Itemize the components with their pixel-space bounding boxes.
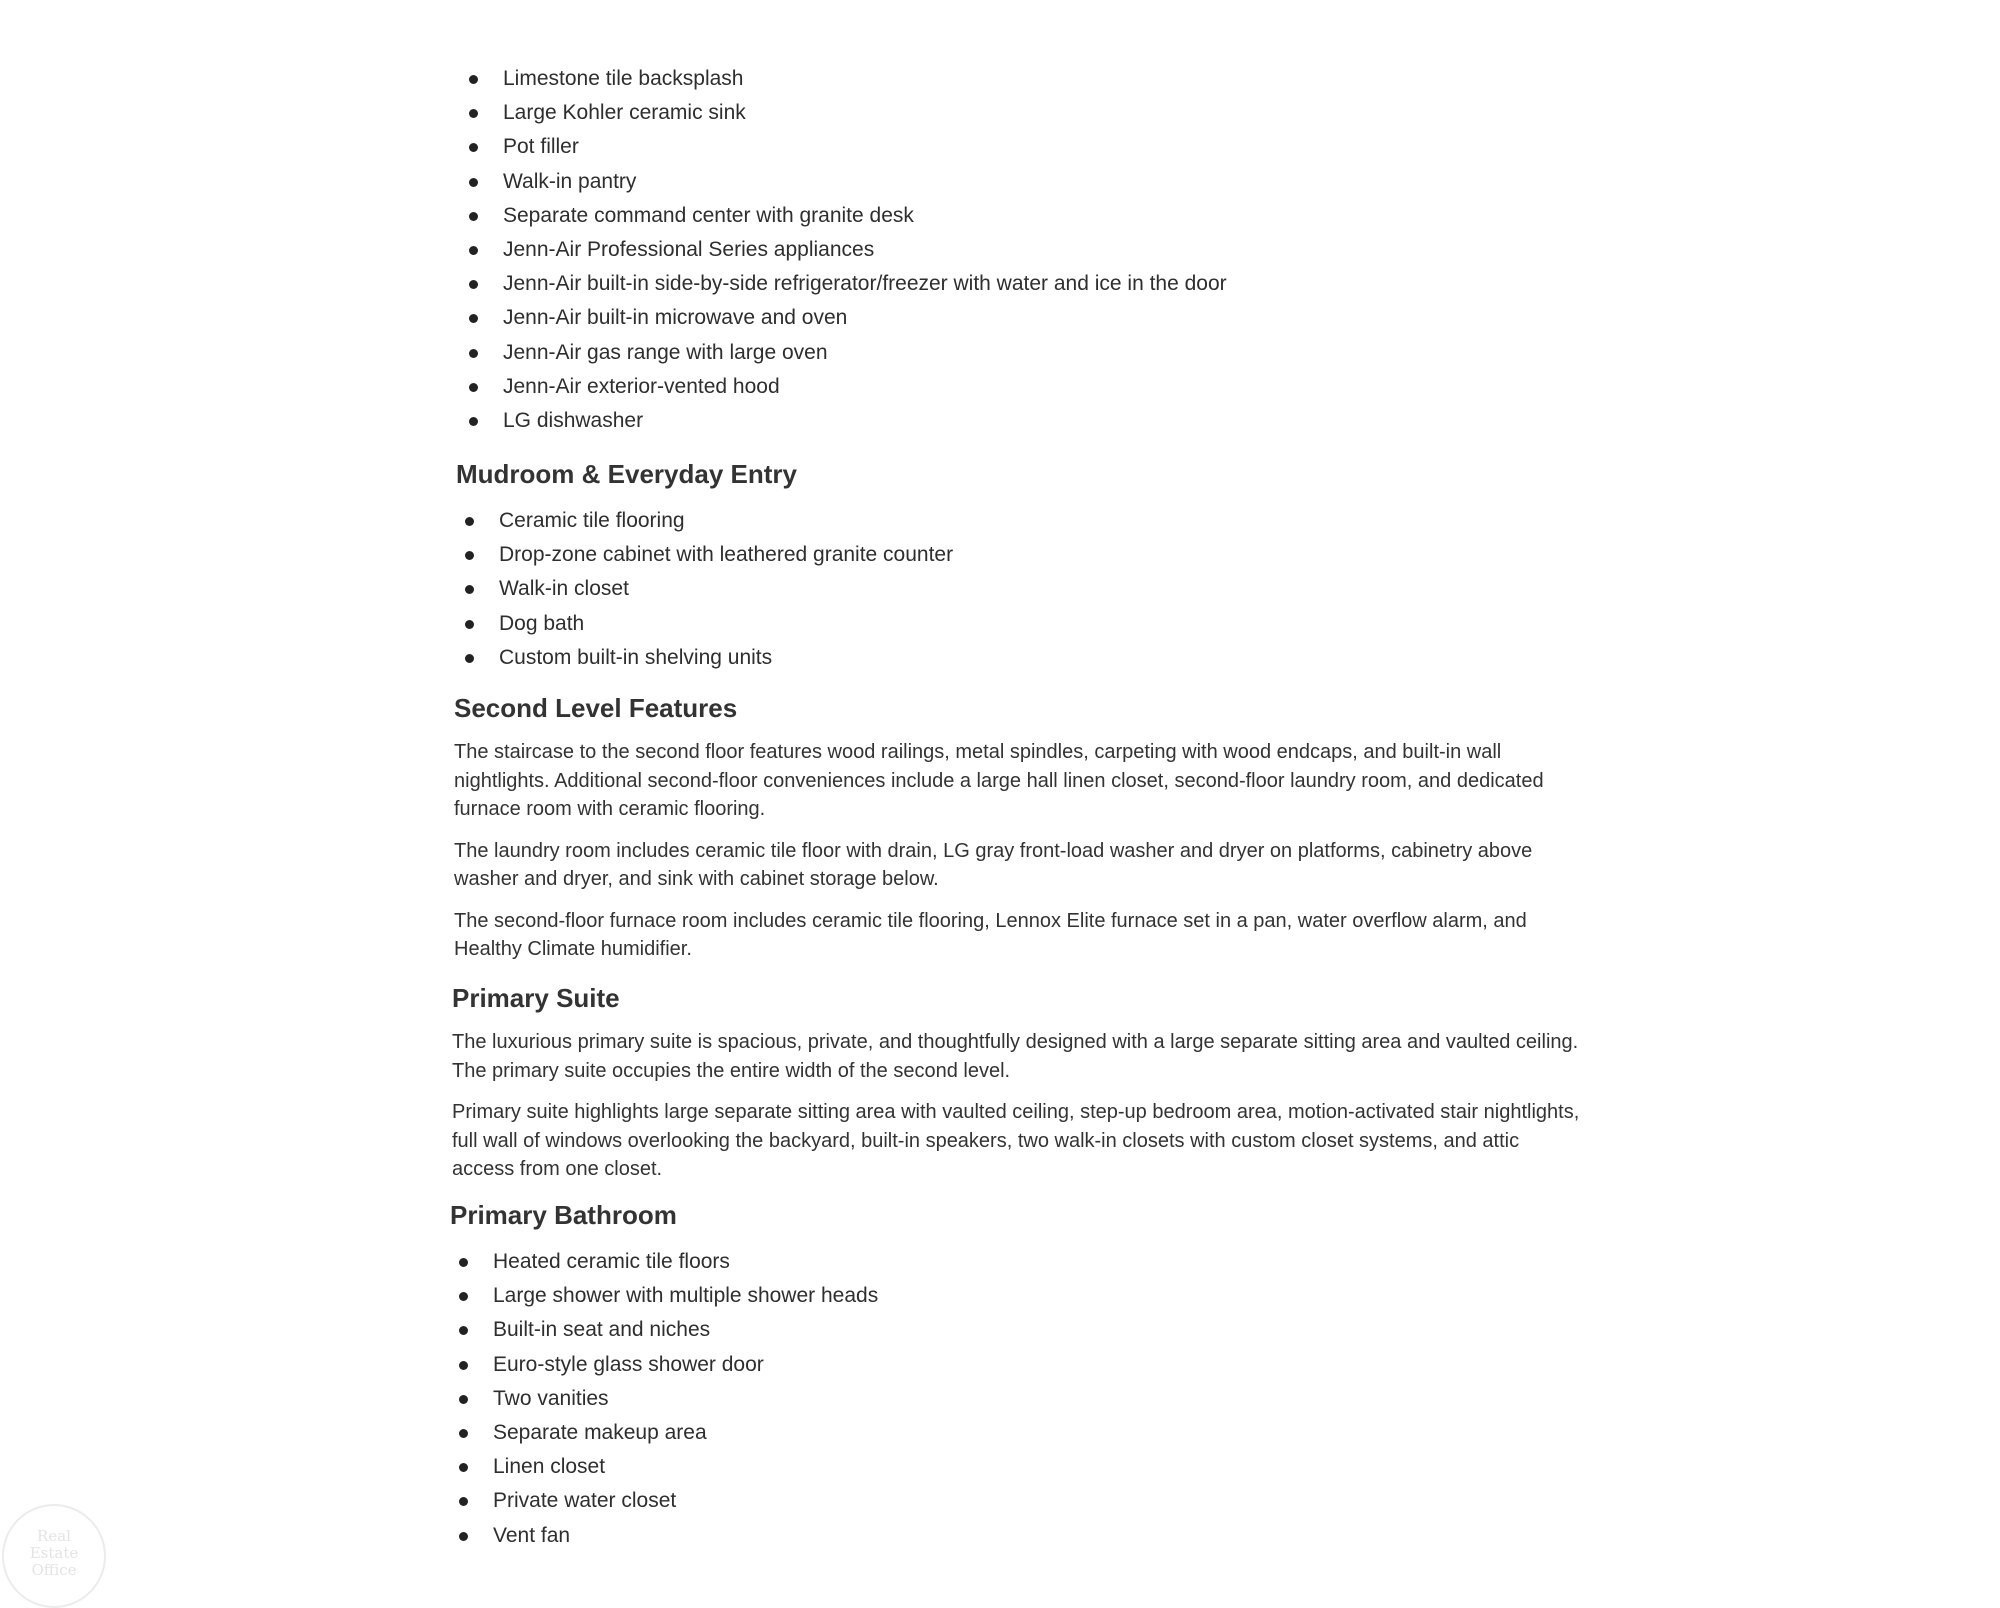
section-heading: Mudroom & Everyday Entry: [456, 459, 797, 489]
watermark-logo: [2, 1504, 106, 1608]
bullet-icon: [469, 314, 478, 323]
bullet-icon: [469, 212, 478, 221]
bullet-icon: [459, 1258, 468, 1267]
list-item: Jenn-Air built-in microwave and oven: [460, 301, 1580, 335]
bullet-icon: [459, 1429, 468, 1438]
list-item: Linen closet: [450, 1450, 1578, 1484]
list-item: Separate command center with granite desk: [460, 199, 1580, 233]
list-item: Pot filler: [460, 130, 1580, 164]
mudroom-feature-list: [456, 504, 1580, 675]
list-item: Separate makeup area: [450, 1416, 1578, 1450]
list-item: Euro-style glass shower door: [450, 1348, 1578, 1382]
paragraph: Primary suite highlights large separate sitting area with vaulted ceiling, step-up bedroom area, motion-activated stair nightlights, full wall of windows overlooking the backyard, built-in speakers, two walk-in closets with custom closet systems, and attic access from one closet.: [452, 1101, 1580, 1180]
list-item: Limestone tile backsplash: [460, 62, 1580, 96]
second-level-section: [454, 692, 1582, 964]
paragraph: The second-floor furnace room includes ceramic tile flooring, Lennox Elite furnace set in a pan, water overflow alarm, and Healthy Climate humidifier.: [454, 909, 1527, 960]
bullet-icon: [465, 551, 474, 560]
bullet-icon: [459, 1532, 468, 1541]
list-item: Jenn-Air exterior-vented hood: [460, 370, 1580, 404]
bullet-icon: [465, 585, 474, 594]
list-item: Vent fan: [450, 1519, 1578, 1553]
section-heading: Primary Bathroom: [450, 1200, 677, 1230]
paragraph: The staircase to the second floor features wood railings, metal spindles, carpeting with wood endcaps, and built-in wall nightlights. Additional second-floor conveniences include a large hall linen closet, second-floor laundry room, and dedicated furnace room with ceramic flooring.: [454, 741, 1544, 820]
paragraph: The laundry room includes ceramic tile floor with drain, LG gray front-load washer and dryer on platforms, cabinetry above washer and dryer, and sink with cabinet storage below.: [454, 839, 1533, 890]
bullet-icon: [469, 280, 478, 289]
list-item: Large Kohler ceramic sink: [460, 96, 1580, 130]
bullet-icon: [465, 517, 474, 526]
bullet-icon: [469, 383, 478, 392]
mudroom-section: [456, 458, 1580, 675]
bullet-icon: [465, 620, 474, 629]
bullet-icon: [469, 417, 478, 426]
list-item: Private water closet: [450, 1484, 1578, 1518]
list-item: Built-in seat and niches: [450, 1313, 1578, 1347]
list-item: Walk-in pantry: [460, 165, 1580, 199]
section-heading: Second Level Features: [454, 693, 738, 723]
bullet-icon: [469, 246, 478, 255]
bullet-icon: [469, 75, 478, 84]
bathroom-feature-list: [450, 1245, 1578, 1553]
list-item: Walk-in closet: [456, 572, 1580, 606]
list-item: LG dishwasher: [460, 404, 1580, 438]
bullet-icon: [469, 143, 478, 152]
bullet-icon: [469, 349, 478, 358]
list-item: Jenn-Air built-in side-by-side refrigerator/freezer with water and ice in the door: [460, 267, 1580, 301]
list-item: Drop-zone cabinet with leathered granite counter: [456, 538, 1580, 572]
section-heading: Primary Suite: [452, 983, 620, 1013]
list-item: Jenn-Air Professional Series appliances: [460, 233, 1580, 267]
list-item: Custom built-in shelving units: [456, 641, 1580, 675]
list-item: Two vanities: [450, 1382, 1578, 1416]
watermark-text: Real: [37, 1527, 71, 1545]
bullet-icon: [459, 1395, 468, 1404]
bullet-icon: [459, 1463, 468, 1472]
list-item: Dog bath: [456, 607, 1580, 641]
paragraph: The luxurious primary suite is spacious, private, and thoughtfully designed with a large separate sitting area and vaulted ceiling. The primary suite occupies the entire width of the second level.: [452, 1031, 1579, 1082]
bullet-icon: [459, 1292, 468, 1301]
list-item: Heated ceramic tile floors: [450, 1245, 1578, 1279]
bullet-icon: [465, 654, 474, 663]
bullet-icon: [469, 178, 478, 187]
list-item: Jenn-Air gas range with large oven: [460, 336, 1580, 370]
kitchen-feature-list: [460, 62, 1580, 438]
watermark-text: Office: [31, 1561, 77, 1579]
primary-bathroom-section: [450, 1199, 1578, 1553]
primary-suite-section: [452, 982, 1582, 1184]
bullet-icon: [459, 1326, 468, 1335]
bullet-icon: [469, 109, 478, 118]
watermark-text: Estate: [29, 1544, 79, 1562]
list-item: Ceramic tile flooring: [456, 504, 1580, 538]
bullet-icon: [459, 1497, 468, 1506]
list-item: Large shower with multiple shower heads: [450, 1279, 1578, 1313]
bullet-icon: [459, 1361, 468, 1370]
